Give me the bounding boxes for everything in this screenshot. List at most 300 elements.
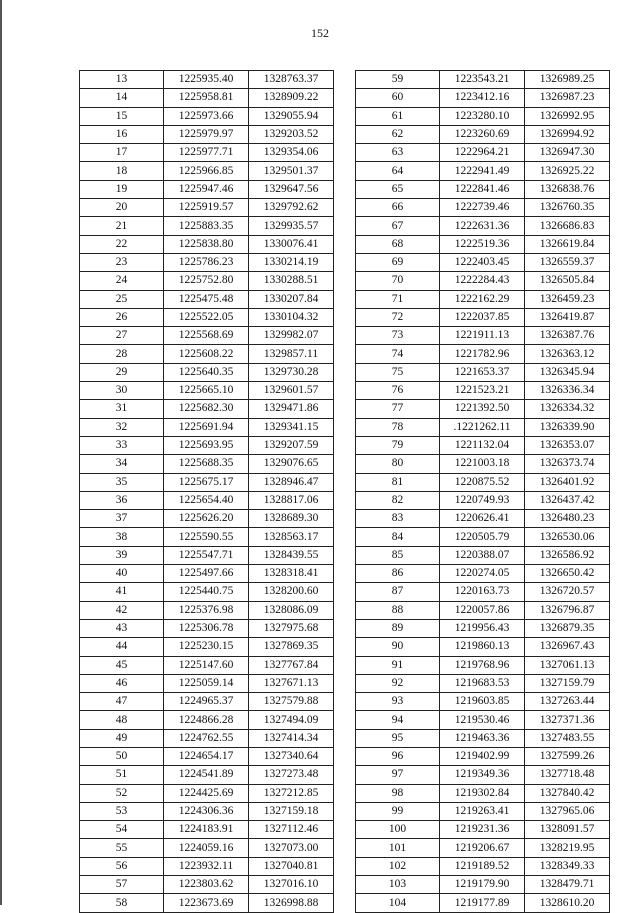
x-coordinate-cell: 1225608.22 [164,345,249,363]
y-coordinate-cell: 1326559.37 [525,253,610,271]
table-row [356,418,610,436]
table-row [356,766,610,784]
table-row [356,400,610,418]
y-coordinate-cell: 1329076.65 [249,455,334,473]
y-coordinate-cell: 1328763.37 [249,71,334,89]
y-coordinate-cell: 1326686.83 [525,217,610,235]
x-coordinate-cell: 1219530.46 [440,711,525,729]
table-row [80,180,334,198]
y-coordinate-cell: 1329857.11 [249,345,334,363]
y-coordinate-cell: 1328086.09 [249,601,334,619]
y-coordinate-cell: 1326336.34 [525,382,610,400]
y-coordinate-cell: 1326334.32 [525,400,610,418]
table-row [356,382,610,400]
point-number-cell: 16 [80,125,164,143]
x-coordinate-cell: 1223280.10 [440,107,525,125]
x-coordinate-cell: 1225675.17 [164,473,249,491]
x-coordinate-cell: 1224541.89 [164,766,249,784]
x-coordinate-cell: 1225883.35 [164,217,249,235]
point-number-cell: 83 [356,510,440,528]
point-number-cell: 69 [356,253,440,271]
table-row [80,528,334,546]
y-coordinate-cell: 1329601.57 [249,382,334,400]
x-coordinate-cell: 1220875.52 [440,473,525,491]
x-coordinate-cell: 1221132.04 [440,436,525,454]
point-number-cell: 63 [356,144,440,162]
point-number-cell: 28 [80,345,164,363]
point-number-cell: 70 [356,272,440,290]
x-coordinate-cell: 1224762.55 [164,729,249,747]
y-coordinate-cell: 1327579.88 [249,693,334,711]
table-row [80,656,334,674]
x-coordinate-cell: 1225919.57 [164,199,249,217]
x-coordinate-cell: 1219177.89 [440,894,525,912]
table-row [356,510,610,528]
table-row [356,894,610,912]
point-number-cell: 90 [356,638,440,656]
x-coordinate-cell: 1219683.53 [440,674,525,692]
table-row [80,235,334,253]
point-number-cell: 97 [356,766,440,784]
table-row [80,729,334,747]
x-coordinate-cell: 1225497.66 [164,565,249,583]
x-coordinate-cell: 1220626.41 [440,510,525,528]
x-coordinate-cell: 1219956.43 [440,619,525,637]
x-coordinate-cell: 1225376.98 [164,601,249,619]
point-number-cell: 50 [80,747,164,765]
table-row [356,546,610,564]
table-row [80,565,334,583]
point-number-cell: 43 [80,619,164,637]
x-coordinate-cell: 1225590.55 [164,528,249,546]
point-number-cell: 64 [356,162,440,180]
x-coordinate-cell: 1225547.71 [164,546,249,564]
y-coordinate-cell: 1327263.44 [525,693,610,711]
y-coordinate-cell: 1329647.56 [249,180,334,198]
x-coordinate-cell: 1219860.13 [440,638,525,656]
point-number-cell: 94 [356,711,440,729]
y-coordinate-cell: 1326967.43 [525,638,610,656]
y-coordinate-cell: 1326363.12 [525,345,610,363]
y-coordinate-cell: 1326987.23 [525,89,610,107]
x-coordinate-cell: 1225973.66 [164,107,249,125]
table-row [356,217,610,235]
y-coordinate-cell: 1327840.42 [525,784,610,802]
point-number-cell: 85 [356,546,440,564]
table-row [356,876,610,894]
table-row [356,821,610,839]
page-number: 152 [311,26,329,40]
y-coordinate-cell: 1327494.09 [249,711,334,729]
table-row [80,619,334,637]
table-row [356,565,610,583]
point-number-cell: 18 [80,162,164,180]
y-coordinate-cell: 1328318.41 [249,565,334,583]
point-number-cell: 67 [356,217,440,235]
point-number-cell: 24 [80,272,164,290]
point-number-cell: 72 [356,308,440,326]
table-row [80,382,334,400]
y-coordinate-cell: 1330076.41 [249,235,334,253]
x-coordinate-cell: 1220505.79 [440,528,525,546]
x-coordinate-cell: 1219402.99 [440,747,525,765]
y-coordinate-cell: 1326925.22 [525,162,610,180]
point-number-cell: 62 [356,125,440,143]
point-number-cell: 29 [80,363,164,381]
x-coordinate-cell: 1225977.71 [164,144,249,162]
table-row [356,345,610,363]
point-number-cell: 95 [356,729,440,747]
y-coordinate-cell: 1329935.57 [249,217,334,235]
point-number-cell: 30 [80,382,164,400]
point-number-cell: 23 [80,253,164,271]
table-row [356,363,610,381]
table-row [80,363,334,381]
y-coordinate-cell: 1329055.94 [249,107,334,125]
table-row [80,473,334,491]
table-row [80,199,334,217]
table-row [356,784,610,802]
x-coordinate-cell: 1225306.78 [164,619,249,637]
x-coordinate-cell: 1223543.21 [440,71,525,89]
point-number-cell: 31 [80,400,164,418]
y-coordinate-cell: 1327112.46 [249,821,334,839]
point-number-cell: 101 [356,839,440,857]
x-coordinate-cell: 1225665.10 [164,382,249,400]
table-row [356,144,610,162]
y-coordinate-cell: 1327061.13 [525,656,610,674]
y-coordinate-cell: 1326720.57 [525,583,610,601]
point-number-cell: 56 [80,857,164,875]
table-row [80,747,334,765]
table-row [80,711,334,729]
x-coordinate-cell: 1221003.18 [440,455,525,473]
x-coordinate-cell: 1225147.60 [164,656,249,674]
point-number-cell: 89 [356,619,440,637]
x-coordinate-cell: 1219179.90 [440,876,525,894]
table-row [356,235,610,253]
point-number-cell: 49 [80,729,164,747]
y-coordinate-cell: 1328689.30 [249,510,334,528]
table-row [356,619,610,637]
point-number-cell: 92 [356,674,440,692]
point-number-cell: 99 [356,802,440,820]
y-coordinate-cell: 1326437.42 [525,491,610,509]
table-row [80,125,334,143]
point-number-cell: 60 [356,89,440,107]
x-coordinate-cell: 1219768.96 [440,656,525,674]
x-coordinate-cell: 1225522.05 [164,308,249,326]
y-coordinate-cell: 1329207.59 [249,436,334,454]
x-coordinate-cell: 1225568.69 [164,327,249,345]
point-number-cell: 42 [80,601,164,619]
x-coordinate-cell: 1219349.36 [440,766,525,784]
table-row [80,857,334,875]
x-coordinate-cell: 1224425.69 [164,784,249,802]
x-coordinate-cell: 1224965.37 [164,693,249,711]
x-coordinate-cell: 1225230.15 [164,638,249,656]
table-row [356,290,610,308]
x-coordinate-cell: 1225838.80 [164,235,249,253]
x-coordinate-cell: 1225947.46 [164,180,249,198]
y-coordinate-cell: 1326947.30 [525,144,610,162]
y-coordinate-cell: 1327212.85 [249,784,334,802]
point-number-cell: 45 [80,656,164,674]
table-row [80,71,334,89]
table-row [356,857,610,875]
x-coordinate-cell: 1225682.30 [164,400,249,418]
y-coordinate-cell: 1326530.06 [525,528,610,546]
table-row [80,89,334,107]
point-number-cell: 52 [80,784,164,802]
table-row [356,839,610,857]
table-row [356,71,610,89]
table-row [356,729,610,747]
point-number-cell: 19 [80,180,164,198]
point-number-cell: 79 [356,436,440,454]
y-coordinate-cell: 1329501.37 [249,162,334,180]
point-number-cell: 25 [80,290,164,308]
table-row [80,418,334,436]
table-row [356,528,610,546]
x-coordinate-cell: 1222284.43 [440,272,525,290]
x-coordinate-cell: 1222631.36 [440,217,525,235]
table-row [80,217,334,235]
table-row [356,638,610,656]
y-coordinate-cell: 1326650.42 [525,565,610,583]
point-number-cell: 41 [80,583,164,601]
table-row [356,491,610,509]
x-coordinate-cell: 1225935.40 [164,71,249,89]
y-coordinate-cell: 1328946.47 [249,473,334,491]
table-row [356,802,610,820]
point-number-cell: 13 [80,71,164,89]
table-row [80,674,334,692]
table-row [356,308,610,326]
point-number-cell: 37 [80,510,164,528]
y-coordinate-cell: 1328439.55 [249,546,334,564]
coordinates-table-right-body [356,71,610,913]
point-number-cell: 33 [80,436,164,454]
table-row [356,89,610,107]
x-coordinate-cell: 1224059.16 [164,839,249,857]
x-coordinate-cell: 1225966.85 [164,162,249,180]
y-coordinate-cell: 1330104.32 [249,308,334,326]
y-coordinate-cell: 1327599.26 [525,747,610,765]
point-number-cell: 36 [80,491,164,509]
x-coordinate-cell: 1225691.94 [164,418,249,436]
x-coordinate-cell: 1225654.40 [164,491,249,509]
y-coordinate-cell: 1329354.06 [249,144,334,162]
x-coordinate-cell: 1223260.69 [440,125,525,143]
x-coordinate-cell: 1219463.36 [440,729,525,747]
y-coordinate-cell: 1327273.48 [249,766,334,784]
table-row [356,601,610,619]
table-row [80,455,334,473]
y-coordinate-cell: 1327414.34 [249,729,334,747]
x-coordinate-cell: 1225752.80 [164,272,249,290]
y-coordinate-cell: 1328909.22 [249,89,334,107]
table-row [80,144,334,162]
y-coordinate-cell: 1326373.74 [525,455,610,473]
x-coordinate-cell: 1220749.93 [440,491,525,509]
point-number-cell: 59 [356,71,440,89]
point-number-cell: 35 [80,473,164,491]
page-edge-line [0,0,2,905]
point-number-cell: 74 [356,345,440,363]
x-coordinate-cell: 1221782.96 [440,345,525,363]
table-row [80,327,334,345]
x-coordinate-cell: 1219603.85 [440,693,525,711]
x-coordinate-cell: 1222739.46 [440,199,525,217]
x-coordinate-cell: 1221653.37 [440,363,525,381]
y-coordinate-cell: 1329792.62 [249,199,334,217]
point-number-cell: 68 [356,235,440,253]
y-coordinate-cell: 1330214.19 [249,253,334,271]
table-row [80,583,334,601]
table-row [80,839,334,857]
y-coordinate-cell: 1326401.92 [525,473,610,491]
table-row [80,345,334,363]
point-number-cell: 104 [356,894,440,912]
y-coordinate-cell: 1328219.95 [525,839,610,857]
table-row [356,711,610,729]
x-coordinate-cell: 1222162.29 [440,290,525,308]
x-coordinate-cell: 1220388.07 [440,546,525,564]
y-coordinate-cell: 1327767.84 [249,656,334,674]
x-coordinate-cell: 1225475.48 [164,290,249,308]
y-coordinate-cell: 1327965.06 [525,802,610,820]
table-row [80,638,334,656]
point-number-cell: 27 [80,327,164,345]
y-coordinate-cell: 1326994.92 [525,125,610,143]
table-row [356,656,610,674]
point-number-cell: 21 [80,217,164,235]
table-row [80,436,334,454]
table-row [80,802,334,820]
y-coordinate-cell: 1327718.48 [525,766,610,784]
x-coordinate-cell: 1221523.21 [440,382,525,400]
y-coordinate-cell: 1326459.23 [525,290,610,308]
point-number-cell: 98 [356,784,440,802]
point-number-cell: 75 [356,363,440,381]
y-coordinate-cell: 1329341.15 [249,418,334,436]
y-coordinate-cell: 1328817.06 [249,491,334,509]
table-row [80,894,334,912]
x-coordinate-cell: 1221911.13 [440,327,525,345]
point-number-cell: 40 [80,565,164,583]
y-coordinate-cell: 1326345.94 [525,363,610,381]
point-number-cell: 84 [356,528,440,546]
table-row [80,601,334,619]
x-coordinate-cell: 1222964.21 [440,144,525,162]
point-number-cell: 46 [80,674,164,692]
table-row [80,491,334,509]
x-coordinate-cell: 1223932.11 [164,857,249,875]
point-number-cell: 65 [356,180,440,198]
y-coordinate-cell: 1327159.79 [525,674,610,692]
point-number-cell: 61 [356,107,440,125]
y-coordinate-cell: 1328479.71 [525,876,610,894]
y-coordinate-cell: 1329203.52 [249,125,334,143]
y-coordinate-cell: 1329982.07 [249,327,334,345]
x-coordinate-cell: 1225786.23 [164,253,249,271]
x-coordinate-cell: .1221262.11 [440,418,525,436]
coordinates-table-left-body [80,71,334,913]
table-row [80,162,334,180]
point-number-cell: 57 [80,876,164,894]
point-number-cell: 20 [80,199,164,217]
point-number-cell: 103 [356,876,440,894]
x-coordinate-cell: 1219189.52 [440,857,525,875]
x-coordinate-cell: 1225626.20 [164,510,249,528]
point-number-cell: 51 [80,766,164,784]
x-coordinate-cell: 1225640.35 [164,363,249,381]
y-coordinate-cell: 1327483.55 [525,729,610,747]
point-number-cell: 73 [356,327,440,345]
y-coordinate-cell: 1327975.68 [249,619,334,637]
y-coordinate-cell: 1329471.86 [249,400,334,418]
point-number-cell: 76 [356,382,440,400]
y-coordinate-cell: 1326353.07 [525,436,610,454]
y-coordinate-cell: 1326989.25 [525,71,610,89]
x-coordinate-cell: 1224866.28 [164,711,249,729]
point-number-cell: 91 [356,656,440,674]
point-number-cell: 53 [80,802,164,820]
table-row [356,107,610,125]
point-number-cell: 81 [356,473,440,491]
x-coordinate-cell: 1224183.91 [164,821,249,839]
y-coordinate-cell: 1326992.95 [525,107,610,125]
table-row [80,253,334,271]
point-number-cell: 38 [80,528,164,546]
x-coordinate-cell: 1222519.36 [440,235,525,253]
point-number-cell: 47 [80,693,164,711]
x-coordinate-cell: 1222941.49 [440,162,525,180]
point-number-cell: 22 [80,235,164,253]
table-row [80,400,334,418]
table-row [356,327,610,345]
y-coordinate-cell: 1328200.60 [249,583,334,601]
x-coordinate-cell: 1219263.41 [440,802,525,820]
y-coordinate-cell: 1326796.87 [525,601,610,619]
y-coordinate-cell: 1330207.84 [249,290,334,308]
table-row [80,876,334,894]
x-coordinate-cell: 1223412.16 [440,89,525,107]
y-coordinate-cell: 1326879.35 [525,619,610,637]
point-number-cell: 44 [80,638,164,656]
point-number-cell: 87 [356,583,440,601]
table-row [80,272,334,290]
x-coordinate-cell: 1225979.97 [164,125,249,143]
point-number-cell: 32 [80,418,164,436]
x-coordinate-cell: 1225958.81 [164,89,249,107]
table-row [80,290,334,308]
point-number-cell: 34 [80,455,164,473]
y-coordinate-cell: 1326619.84 [525,235,610,253]
table-row [356,253,610,271]
point-number-cell: 102 [356,857,440,875]
table-row [356,583,610,601]
point-number-cell: 80 [356,455,440,473]
table-row [356,436,610,454]
point-number-cell: 58 [80,894,164,912]
y-coordinate-cell: 1326419.87 [525,308,610,326]
x-coordinate-cell: 1219206.67 [440,839,525,857]
table-row [80,546,334,564]
coordinates-table-right [355,70,610,913]
table-row [80,766,334,784]
